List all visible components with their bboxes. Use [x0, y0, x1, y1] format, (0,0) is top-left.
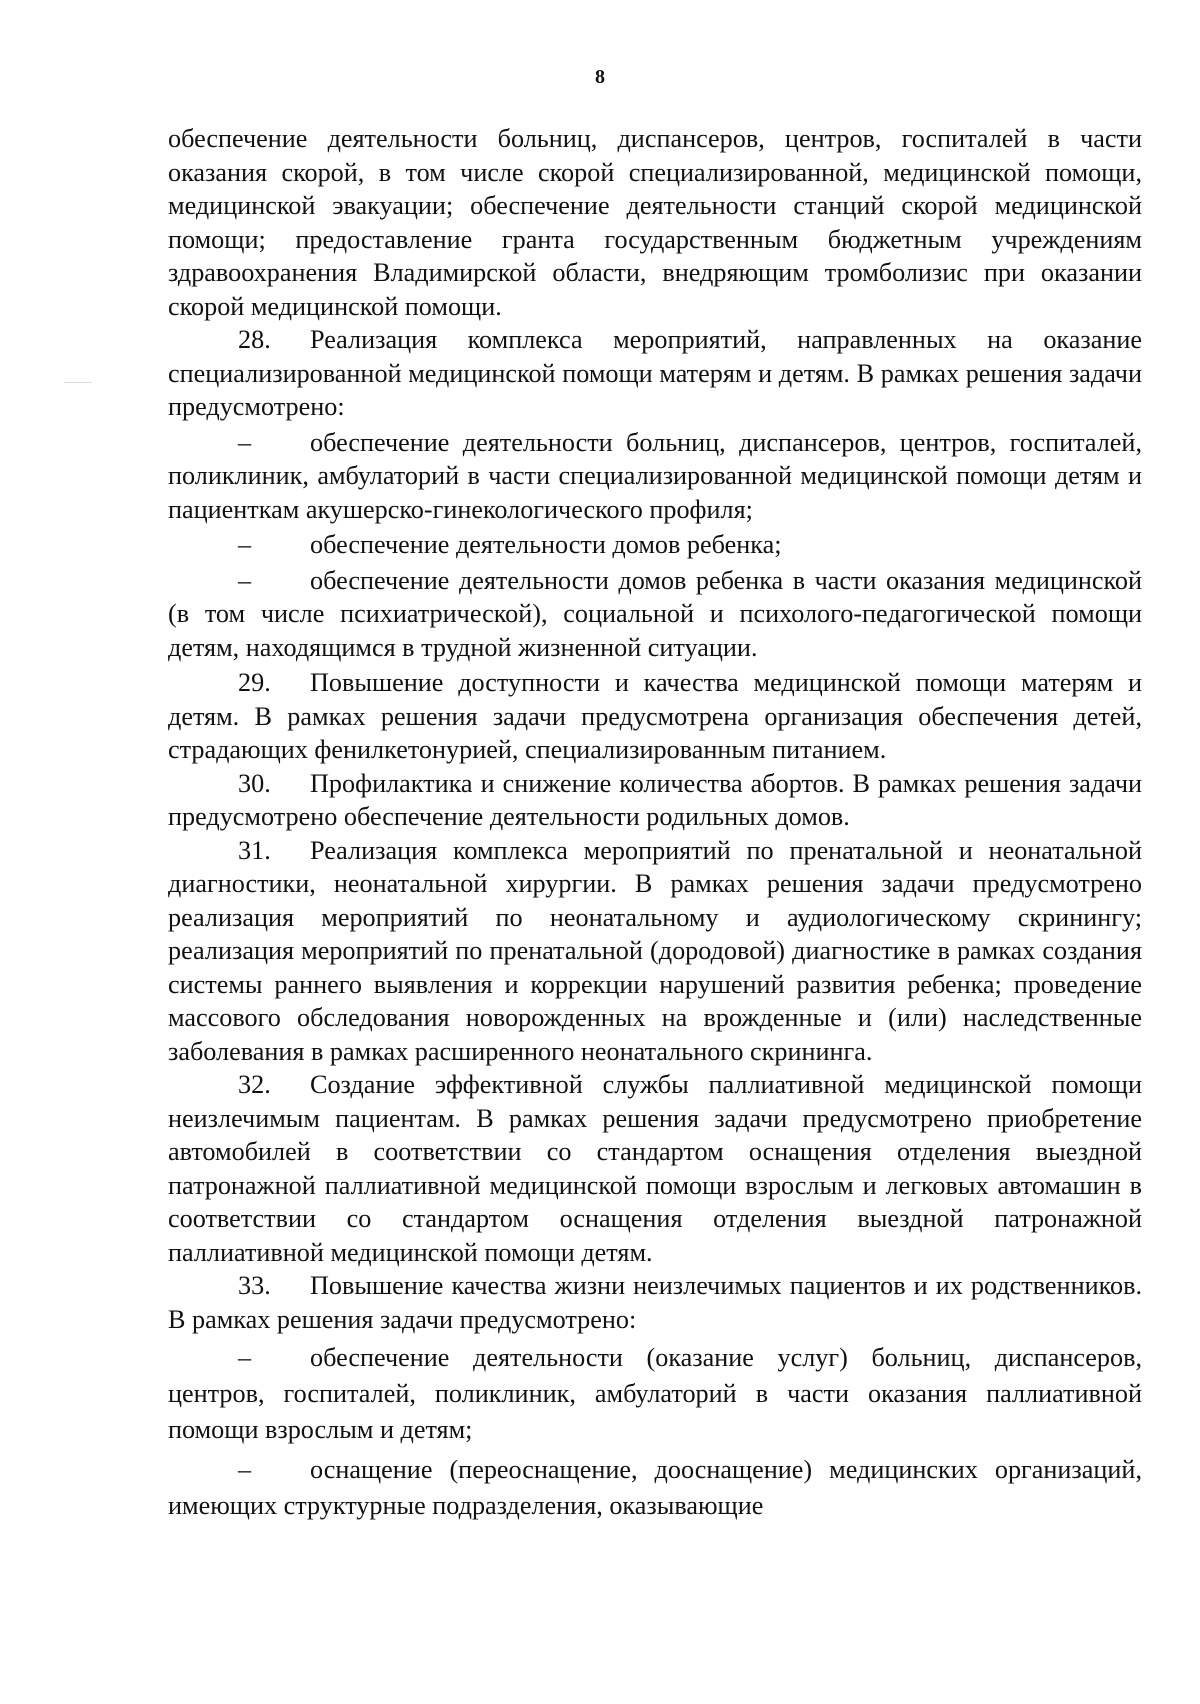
dash-item [168, 1340, 1142, 1448]
item-number: 30. [238, 768, 271, 798]
item-number: 31. [238, 835, 271, 865]
dash-mark: – [238, 1343, 252, 1372]
paragraph-item-29 [168, 666, 1142, 767]
item-number: 32. [238, 1070, 271, 1099]
margin-scan-mark [64, 382, 92, 383]
paragraph-text: Реализация комплекса мероприятий, направленных на оказание специализированной медицинской помощи матерям и детям. В рамках решения задачи предусмотрено: [168, 325, 1142, 421]
paragraph-text: Повышение доступности и качества медицинской помощи матерям и детям. В рамках решения задачи предусмотрена организация обеспечения детей, страдающих фенилкетонурией, специализированным питанием. [168, 668, 1142, 764]
paragraph-item-32 [168, 1068, 1142, 1269]
dash-mark: – [238, 565, 252, 595]
paragraph-text: Повышение качества жизни неизлечимых пациентов и их родственников. В рамках решения задачи предусмотрено: [168, 1271, 1142, 1334]
paragraph-text: Профилактика и снижение количества абортов. В рамках решения задачи предусмотрено обеспечение деятельности родильных домов. [168, 768, 1142, 831]
paragraph-text: обеспечение деятельности больниц, диспансеров, центров, госпиталей, поликлиник, амбулаторий в части специализированной медицинской помощи детям и пациенткам акушерско-гинекологического профиля; [168, 427, 1142, 524]
dash-item [168, 426, 1142, 527]
paragraph-continuation [168, 122, 1142, 323]
paragraph-item-31 [168, 834, 1142, 1069]
document-body [168, 122, 1142, 1524]
paragraph-text: Создание эффективной службы паллиативной медицинской помощи неизлечимым пациентам. В рамках решения задачи предусмотрено приобретение автомобилей в соответствии со стандартом оснащения отделения выездной патронажной паллиативной медицинской помощи взрослым и легковых автомашин в соответствии со стандартом оснащения отделения выездной патронажной паллиативной медицинской помощи детям. [168, 1070, 1142, 1267]
dash-mark: – [238, 530, 252, 559]
paragraph-item-28 [168, 323, 1142, 424]
item-number: 29. [238, 668, 271, 697]
dash-item [168, 1452, 1142, 1524]
item-number: 33. [238, 1271, 271, 1300]
dash-mark: – [238, 427, 252, 457]
paragraph-text: Реализация комплекса мероприятий по пренатальной и неонатальной диагностики, неонатальной хирургии. В рамках решения задачи предусмотрено реализация мероприятий по неонатальному и аудиологическому скринингу; реализация мероприятий по пренатальной (дородовой) диагностике в рамках создания системы раннего выявления и коррекции нарушений развития ребенка; проведение массового обследования новорожденных на врожденные и (или) наследственные заболевания в рамках расширенного неонатального скрининга. [168, 835, 1142, 1066]
paragraph-text: обеспечение деятельности домов ребенка в части оказания медицинской (в том числе психиатрической), социальной и психолого-педагогической помощи детям, находящимся в трудной жизненной ситуации. [168, 565, 1142, 662]
page-number: 8 [595, 66, 605, 88]
paragraph-item-30 [168, 767, 1142, 834]
paragraph-text: обеспечение деятельности больниц, диспансеров, центров, госпиталей в части оказания скорой, в том числе скорой специализированной, медицинской помощи, медицинской эвакуации; обеспечение деятельности станций скорой медицинской помощи; предоставление гранта государственным бюджетным учреждениям здравоохранения Владимирской области, внедряющим тромболизис при оказании скорой медицинской помощи. [168, 124, 1142, 321]
paragraph-text: обеспечение деятельности домов ребенка; [310, 530, 782, 559]
dash-item [168, 528, 1142, 562]
item-number: 28. [238, 325, 271, 354]
paragraph-text: обеспечение деятельности (оказание услуг) больниц, диспансеров, центров, госпиталей, поликлиник, амбулаторий в части оказания паллиативной помощи взрослым и детям; [168, 1343, 1142, 1444]
paragraph-text: оснащение (переоснащение, дооснащение) медицинских организаций, имеющих структурные подразделения, оказывающие [168, 1455, 1142, 1520]
dash-item [168, 564, 1142, 665]
paragraph-item-33 [168, 1269, 1142, 1336]
dash-mark: – [238, 1455, 252, 1484]
